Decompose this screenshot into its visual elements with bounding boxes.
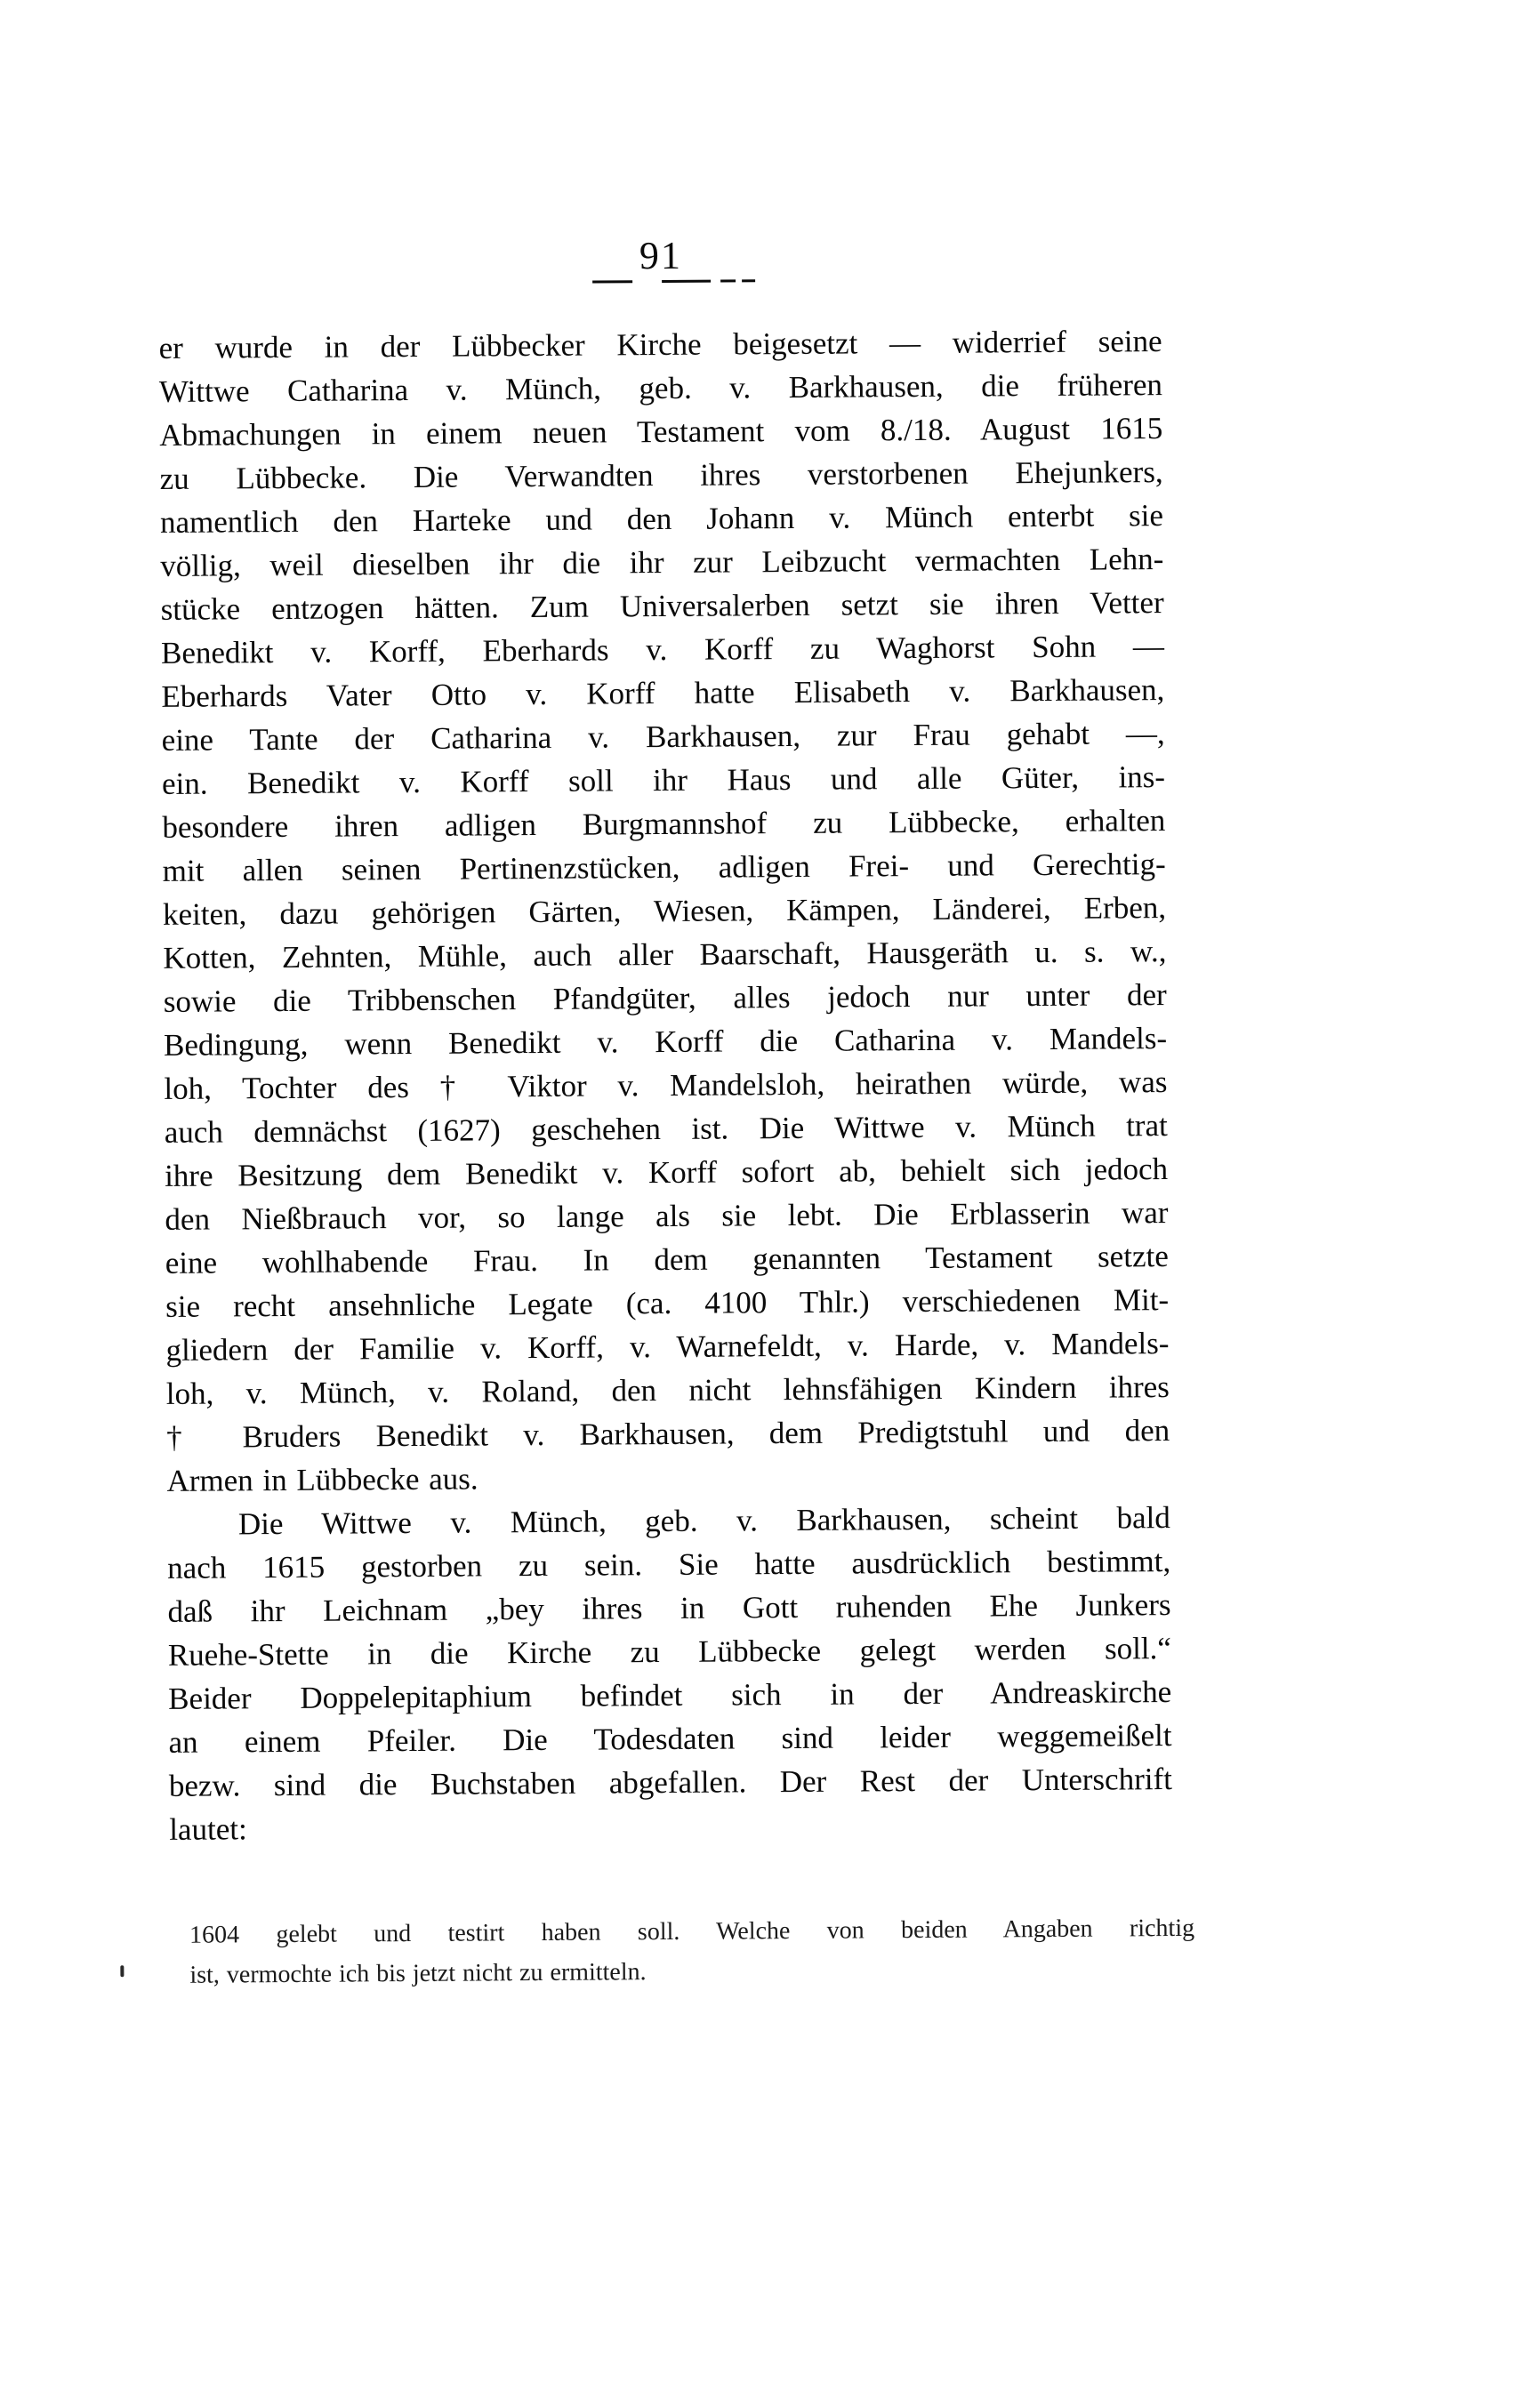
text-line: sie recht ansehnliche Legate (ca. 4100 Thlr.) verschiedenen Mit- — [165, 1282, 1170, 1324]
text-line: Abmachungen in einem neuen Testament vom 8./18. August 1615 — [159, 411, 1163, 453]
footnote — [189, 1908, 1195, 1995]
text-line: auch demnächst (1627) geschehen ist. Die Wittwe v. Münch trat — [164, 1108, 1168, 1150]
text-line: keiten, dazu gehörigen Gärten, Wiesen, Kämpen, Länderei, Erben, — [162, 890, 1167, 932]
text-line: ein. Benedikt v. Korff soll ihr Haus und alle Güter, ins- — [161, 759, 1166, 801]
text-line: mit allen seinen Pertinenzstücken, adligen Frei- und Gerechtig- — [162, 847, 1166, 888]
text-line: ist, vermochte ich bis jetzt nicht zu ermitteln. — [189, 1958, 647, 1989]
text-line: Die Wittwe v. Münch, geb. v. Barkhausen, scheint bald — [237, 1500, 1170, 1542]
body-text — [158, 319, 1172, 1851]
text-line: den Nießbrauch vor, so lange als sie lebt. Die Erblasserin war — [165, 1195, 1169, 1237]
text-line: eine wohlhabende Frau. In dem genannten Testament setzte — [165, 1239, 1169, 1280]
text-line: lautet: — [169, 1811, 247, 1847]
text-line: Armen in Lübbecke aus. — [166, 1461, 478, 1498]
text-line: Wittwe Catharina v. Münch, geb. v. Barkhausen, die früheren — [158, 367, 1163, 409]
text-line: daß ihr Leichnam „bey ihres in Gott ruhenden Ehe Junkers — [167, 1587, 1171, 1629]
text-line: bezw. sind die Buchstaben abgefallen. Der Rest der Unterschrift — [168, 1762, 1173, 1803]
text-line: zu Lübbecke. Die Verwandten ihres verstorbenen Ehejunkers, — [159, 454, 1163, 496]
text-line: 1604 gelebt und testirt haben soll. Welche von beiden Angaben richtig — [189, 1914, 1195, 1949]
page-number-rule-segment — [742, 279, 755, 282]
text-line: loh, Tochter des † Viktor v. Mandelsloh, heirathen würde, was — [164, 1064, 1168, 1106]
text-line: Beider Doppelepitaphium befindet sich in der Andreaskirche — [168, 1674, 1172, 1716]
text-line: Eberhards Vater Otto v. Korff hatte Elisabeth v. Barkhausen, — [161, 672, 1165, 714]
text-line: Bedingung, wenn Benedikt v. Korff die Catharina v. Mandels- — [163, 1021, 1168, 1063]
text-line: Ruehe-Stette in die Kirche zu Lübbecke gelegt werden soll.“ — [167, 1631, 1171, 1673]
text-line: Kotten, Zehnten, Mühle, auch aller Baarschaft, Hausgeräth u. s. w., — [163, 934, 1167, 975]
text-line: nach 1615 gestorben zu sein. Sie hatte ausdrücklich bestimmt, — [167, 1544, 1171, 1585]
text-line: † Bruders Benedikt v. Barkhausen, dem Predigtstuhl und den — [166, 1413, 1170, 1455]
text-line: er wurde in der Lübbecker Kirche beigesetzt — widerrief seine — [158, 324, 1162, 365]
text-line: gliedern der Familie v. Korff, v. Warnefeldt, v. Harde, v. Mandels- — [165, 1326, 1170, 1368]
text-line: besondere ihren adligen Burgmannshof zu Lübbecke, erhalten — [162, 803, 1166, 845]
text-line: ihre Besitzung dem Benedikt v. Korff sofort ab, behielt sich jedoch — [164, 1152, 1169, 1193]
page-number-rule-segment — [592, 280, 632, 283]
text-line: Benedikt v. Korff, Eberhards v. Korff zu Waghorst Sohn — — [160, 629, 1165, 670]
text-line: namentlich den Harteke und den Johann v. Münch enterbt sie — [159, 498, 1164, 540]
page-number-rule-segment — [720, 279, 736, 282]
text-line: sowie die Tribbenschen Pfandgüter, alles jedoch nur unter der — [163, 977, 1167, 1019]
paragraph — [167, 1496, 1173, 1851]
text-line: völlig, weil dieselben ihr die ihr zur Leibzucht vermachten Lehn- — [160, 542, 1164, 583]
text-line: loh, v. Münch, v. Roland, den nicht lehnsfähigen Kindern ihres — [165, 1369, 1170, 1411]
text-line: stücke entzogen hätten. Zum Universalerben setzt sie ihren Vetter — [160, 585, 1164, 627]
text-line: eine Tante der Catharina v. Barkhausen, zur Frau gehabt —, — [161, 716, 1165, 758]
page-number: 91 — [639, 233, 683, 278]
paragraph — [158, 319, 1170, 1503]
text-line: an einem Pfeiler. Die Todesdaten sind leider weggemeißelt — [168, 1718, 1172, 1760]
scan-speck — [120, 1965, 124, 1977]
page-number-rule-segment — [662, 280, 711, 283]
